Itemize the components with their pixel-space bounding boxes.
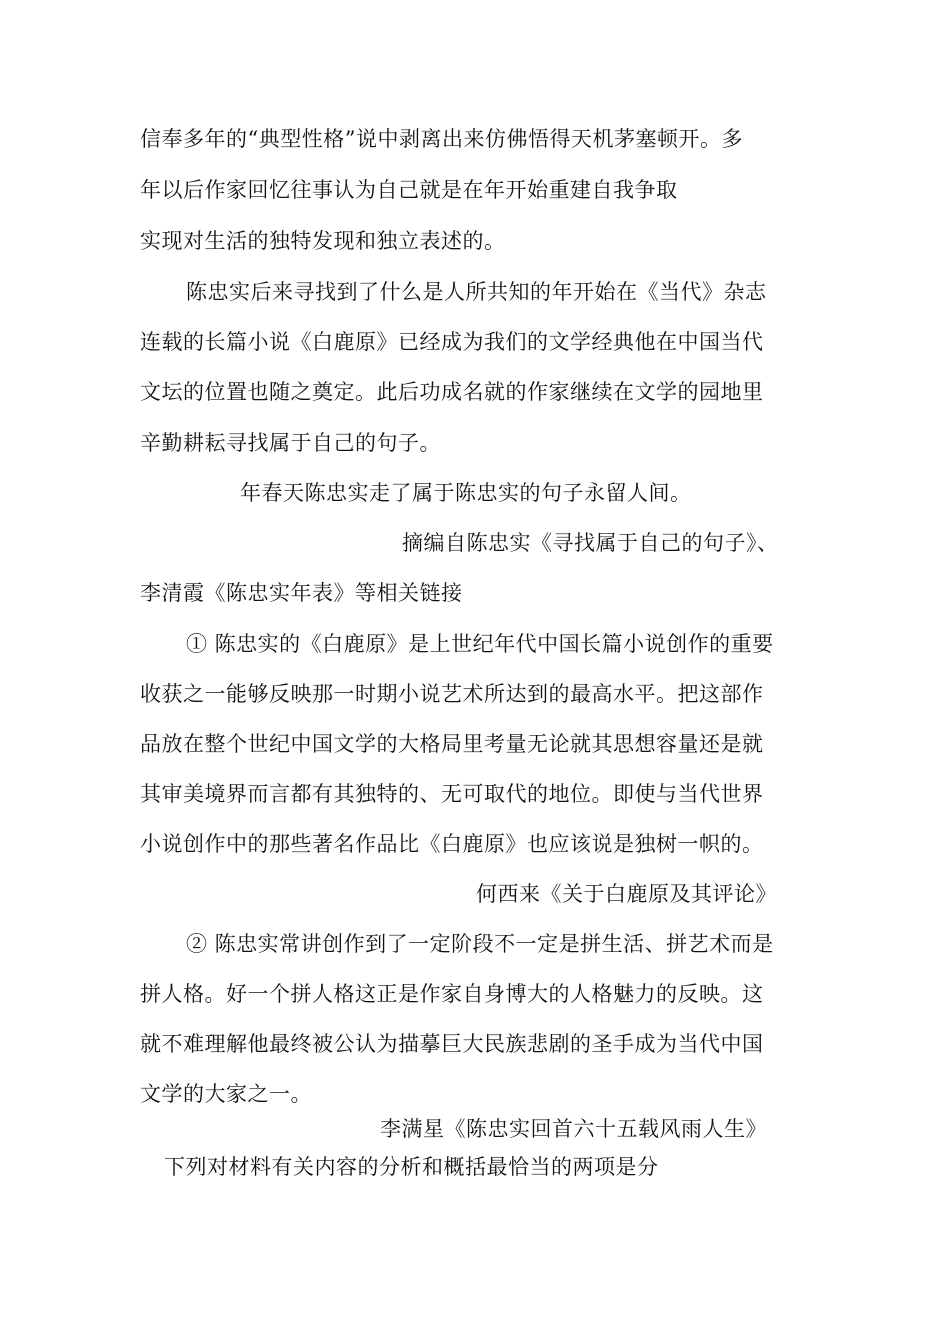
body-line-2: 年以后作家回忆往事认为自己就是在年开始重建自我争取 [140, 178, 678, 202]
body-line-3: 实现对生活的独特发现和独立表述的。 [140, 229, 506, 253]
comment-2-line-2: 拼人格。好一个拼人格这正是作家自身博大的人格魅力的反映。这 [140, 982, 764, 1006]
comment-1-source: 何西来《关于白鹿原及其评论》 [476, 882, 777, 906]
body-line-8: 年春天陈忠实走了属于陈忠实的句子永留人间。 [240, 481, 692, 505]
comment-1-line-4: 其审美境界而言都有其独特的、无可取代的地位。即使与当代世界 [140, 782, 764, 806]
comment-1-line-5: 小说创作中的那些著名作品比《白鹿原》也应该说是独树一帜的。 [140, 832, 764, 856]
question-prompt: 下列对材料有关内容的分析和概括最恰当的两项是分 [164, 1155, 659, 1179]
comment-1-line-2: 收获之一能够反映那一时期小说艺术所达到的最高水平。把这部作 [140, 682, 764, 706]
body-line-6: 文坛的位置也随之奠定。此后功成名就的作家继续在文学的园地里 [140, 380, 764, 404]
comment-1-line-1: ① 陈忠实的《白鹿原》是上世纪年代中国长篇小说创作的重要 [186, 632, 774, 656]
comment-2-source: 李满星《陈忠实回首六十五载风雨人生》 [380, 1117, 767, 1141]
comment-1-line-3: 品放在整个世纪中国文学的大格局里考量无论就其思想容量还是就 [140, 732, 764, 756]
body-line-4: 陈忠实后来寻找到了什么是人所共知的年开始在《当代》杂志 [186, 280, 767, 304]
source-line-1: 摘编自陈忠实《寻找属于自己的句子》、 [402, 531, 779, 555]
body-line-1: 信奉多年的“典型性格”说中剥离出来仿佛悟得天机茅塞顿开。多 [140, 127, 743, 151]
comment-2-line-3: 就不难理解他最终被公认为描摹巨大民族悲剧的圣手成为当代中国 [140, 1032, 764, 1056]
body-line-5: 连载的长篇小说《白鹿原》已经成为我们的文学经典他在中国当代 [140, 330, 764, 354]
comment-2-line-4: 文学的大家之一。 [140, 1082, 312, 1106]
comment-2-line-1: ② 陈忠实常讲创作到了一定阶段不一定是拼生活、拼艺术而是 [186, 932, 774, 956]
source-line-2: 李清霞《陈忠实年表》等相关链接 [140, 581, 463, 605]
body-line-7: 辛勤耕耘寻找属于自己的句子。 [140, 431, 441, 455]
